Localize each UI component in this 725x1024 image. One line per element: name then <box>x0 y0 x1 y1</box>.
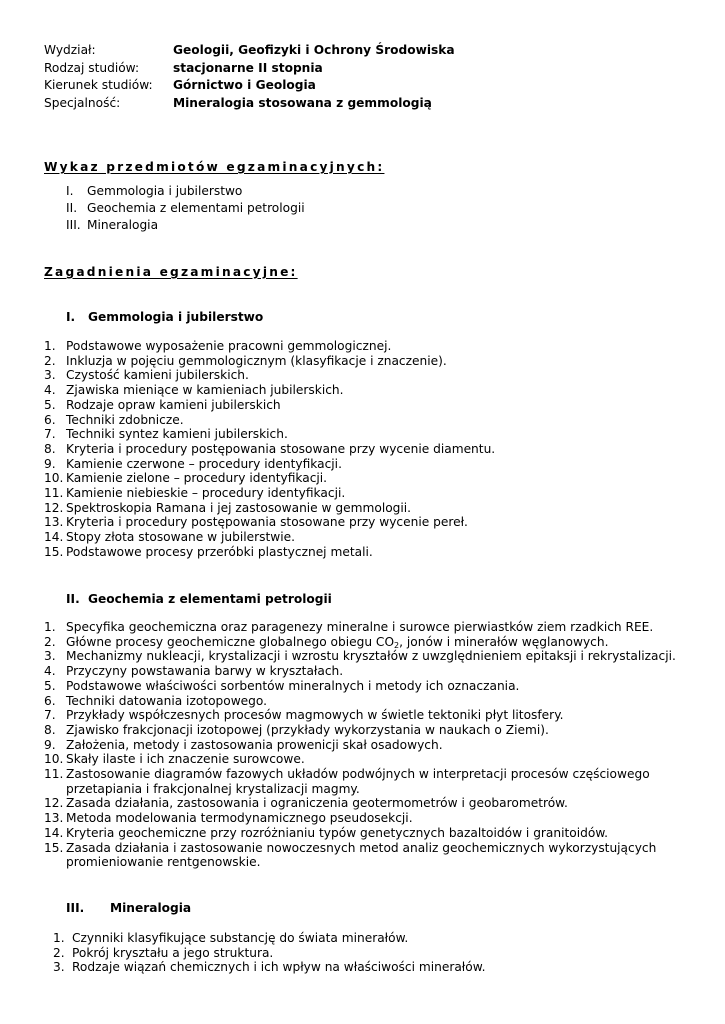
header-metadata <box>44 43 455 113</box>
list-item <box>44 752 716 767</box>
subscript: 2 <box>394 640 400 650</box>
item-number: 2. <box>53 945 65 960</box>
item-text: Zjawiska mieniące w kamieniach jubilerskich. <box>66 383 344 398</box>
list-item <box>66 218 305 235</box>
list-item <box>44 738 716 753</box>
meta-value: Geologii, Geofizyki i Ochrony Środowiska <box>173 43 455 57</box>
item-text: Zasada działania, zastosowania i ograniczenia geotermometrów i geobarometrów. <box>66 796 568 811</box>
item-number: 5. <box>44 397 56 412</box>
list-item <box>44 457 716 472</box>
item-number: 3. <box>44 368 56 383</box>
list-item <box>44 826 716 841</box>
list-item <box>44 635 716 650</box>
list-item <box>44 796 716 811</box>
item-number: 9. <box>44 737 56 752</box>
item-text: Podstawowe wyposażenie pracowni gemmologicznej. <box>66 339 392 353</box>
section-number: III. <box>66 901 85 915</box>
item-number: 3. <box>53 960 65 975</box>
list-item <box>44 486 716 501</box>
item-text: Rodzaje opraw kamieni jubilerskich <box>66 397 281 412</box>
item-text: Kryteria geochemiczne przy rozróżnianiu typów genetycznych bazaltoidów i granitoidów. <box>66 825 609 840</box>
list-item <box>44 545 716 560</box>
item-text: Podstawowe właściwości sorbentów mineralnych i metody ich oznaczania. <box>66 678 520 693</box>
item-number: 15. <box>44 840 64 855</box>
item-text: Założenia, metody i zastosowania prowenicji skał osadowych. <box>66 737 443 752</box>
item-number: 1. <box>53 931 65 945</box>
subjects-list <box>66 184 305 235</box>
item-text: Kryteria i procedury postępowania stosowane przy wycenie pereł. <box>66 515 468 530</box>
section-heading-geochemistry <box>66 592 332 607</box>
item-number: 10. <box>44 471 64 486</box>
item-text <box>66 635 716 650</box>
subject-text: Gemmologia i jubilerstwo <box>87 184 243 198</box>
item-number: 5. <box>44 678 56 693</box>
meta-row-study-type <box>44 61 455 79</box>
section-number: I. <box>66 310 76 324</box>
item-text: Kamienie niebieskie – procedury identyfikacji. <box>66 486 346 501</box>
item-text-part: Główne procesy geochemiczne globalnego obiegu CO <box>66 634 395 649</box>
item-number: 6. <box>44 693 56 708</box>
item-number: 7. <box>44 427 56 442</box>
list-item <box>44 398 716 413</box>
meta-label: Rodzaj studiów: <box>44 60 140 75</box>
item-text: Pokrój kryształu a jego struktura. <box>72 945 274 960</box>
meta-label: Specjalność: <box>44 95 121 110</box>
section-title: Gemmologia i jubilerstwo <box>88 310 264 324</box>
list-item <box>44 413 716 428</box>
item-number: 9. <box>44 456 56 471</box>
list-item <box>53 946 725 961</box>
list-item <box>44 664 716 679</box>
list-item <box>44 427 716 442</box>
item-text-part: , jonów i minerałów węglanowych. <box>399 634 609 649</box>
item-number: 7. <box>44 708 56 723</box>
item-number: 13. <box>44 811 64 826</box>
list-item <box>44 811 716 826</box>
item-text: Przyczyny powstawania barwy w kryształach. <box>66 664 344 679</box>
subject-number: I. <box>66 184 74 198</box>
list-item <box>44 442 716 457</box>
item-text: Techniki datowania izotopowego. <box>66 693 268 708</box>
item-text: Czynniki klasyfikujące substancję do świata minerałów. <box>72 931 409 945</box>
section-heading-gemmology <box>66 310 263 325</box>
list-item <box>44 530 716 545</box>
meta-value: Mineralogia stosowana z gemmologią <box>173 95 432 110</box>
list-item <box>44 339 716 354</box>
issues-heading: Zagadnienia egzaminacyjne: <box>44 265 298 279</box>
item-text: Techniki zdobnicze. <box>66 412 184 427</box>
section-heading-mineralogy <box>66 901 191 916</box>
list-item <box>44 501 716 516</box>
section-list-mineralogy <box>53 931 725 975</box>
list-item <box>44 515 716 530</box>
list-item <box>44 649 716 664</box>
item-text: Czystość kamieni jubilerskich. <box>66 368 249 383</box>
meta-label: Wydział: <box>44 43 96 57</box>
item-text: Kryteria i procedury postępowania stosowane przy wycenie diamentu. <box>66 441 496 456</box>
item-number: 11. <box>44 486 64 501</box>
item-number: 3. <box>44 649 56 664</box>
item-number: 6. <box>44 412 56 427</box>
item-text: Przykłady współczesnych procesów magmowych w świetle tektoniki płyt litosfery. <box>66 708 564 723</box>
item-text: Kamienie zielone – procedury identyfikacji. <box>66 471 328 486</box>
meta-row-specialty <box>44 96 455 114</box>
item-number: 10. <box>44 752 64 767</box>
list-item <box>44 767 716 796</box>
item-text: Techniki syntez kamieni jubilerskich. <box>66 427 288 442</box>
subject-text: Geochemia z elementami petrologii <box>87 201 305 215</box>
item-number: 15. <box>44 544 64 559</box>
item-number: 13. <box>44 515 64 530</box>
subject-text: Mineralogia <box>87 218 159 232</box>
list-item <box>44 620 716 635</box>
subject-number: III. <box>66 218 81 232</box>
item-number: 11. <box>44 767 64 782</box>
item-number: 1. <box>44 339 56 353</box>
item-text: Metoda modelowania termodynamicznego pseudosekcji. <box>66 811 413 826</box>
list-item <box>66 184 305 201</box>
item-number: 14. <box>44 825 64 840</box>
item-text: Zastosowanie diagramów fazowych układów podwójnych w interpretacji procesów częściowego przetapiania i frakcjonalnej krystalizacji magmy. <box>66 767 650 796</box>
list-item <box>44 368 716 383</box>
item-text: Zjawisko frakcjonacji izotopowej (przykłady wykorzystania w naukach o Ziemi). <box>66 722 549 737</box>
item-text: Specyfika geochemiczna oraz paragenezy mineralne i surowce pierwiastków ziem rzadkich REE. <box>66 620 654 634</box>
meta-row-field <box>44 78 455 96</box>
item-text: Rodzaje wiązań chemicznych i ich wpływ na właściwości minerałów. <box>72 960 486 975</box>
meta-row-faculty <box>44 43 455 61</box>
list-item <box>44 708 716 723</box>
list-item <box>66 201 305 218</box>
meta-value: Górnictwo i Geologia <box>173 78 316 92</box>
list-item <box>44 383 716 398</box>
list-item <box>44 841 716 870</box>
item-text: Kamienie czerwone – procedury identyfikacji. <box>66 456 342 471</box>
item-text: Stopy złota stosowane w jubilerstwie. <box>66 530 295 545</box>
item-text: Spektroskopia Ramana i jej zastosowanie w gemmologii. <box>66 500 412 515</box>
item-number: 12. <box>44 796 64 811</box>
item-text: Inkluzja w pojęciu gemmologicznym (klasyfikacje i znaczenie). <box>66 353 447 368</box>
list-item <box>44 471 716 486</box>
item-number: 2. <box>44 353 56 368</box>
item-text: Podstawowe procesy przeróbki plastycznej metali. <box>66 544 373 559</box>
item-number: 12. <box>44 500 64 515</box>
meta-label: Kierunek studiów: <box>44 78 153 92</box>
item-number: 8. <box>44 441 56 456</box>
item-number: 1. <box>44 620 56 634</box>
item-number: 2. <box>44 634 56 649</box>
list-item <box>53 960 725 975</box>
item-number: 4. <box>44 664 56 679</box>
item-text: Zasada działania i zastosowanie nowoczesnych metod analiz geochemicznych wykorzystujących promieniowanie rentgenowskie. <box>66 840 657 870</box>
section-list-geochemistry <box>44 620 716 870</box>
item-number: 4. <box>44 383 56 398</box>
subjects-heading: Wykaz przedmiotów egzaminacyjnych: <box>44 160 385 174</box>
section-title: Geochemia z elementami petrologii <box>88 592 332 606</box>
list-item <box>53 931 725 946</box>
list-item <box>44 679 716 694</box>
item-number: 8. <box>44 722 56 737</box>
section-list-gemmology <box>44 339 716 560</box>
item-number: 14. <box>44 530 64 545</box>
section-number: II. <box>66 592 80 606</box>
item-text: Mechanizmy nukleacji, krystalizacji i wzrostu kryształów z uwzględnieniem epitaksji i rekrystalizacji. <box>66 649 676 664</box>
list-item <box>44 723 716 738</box>
section-title: Mineralogia <box>110 901 192 915</box>
list-item <box>44 694 716 709</box>
subject-number: II. <box>66 201 78 215</box>
list-item <box>44 354 716 369</box>
meta-value: stacjonarne II stopnia <box>173 60 323 75</box>
item-text: Skały ilaste i ich znaczenie surowcowe. <box>66 752 305 767</box>
